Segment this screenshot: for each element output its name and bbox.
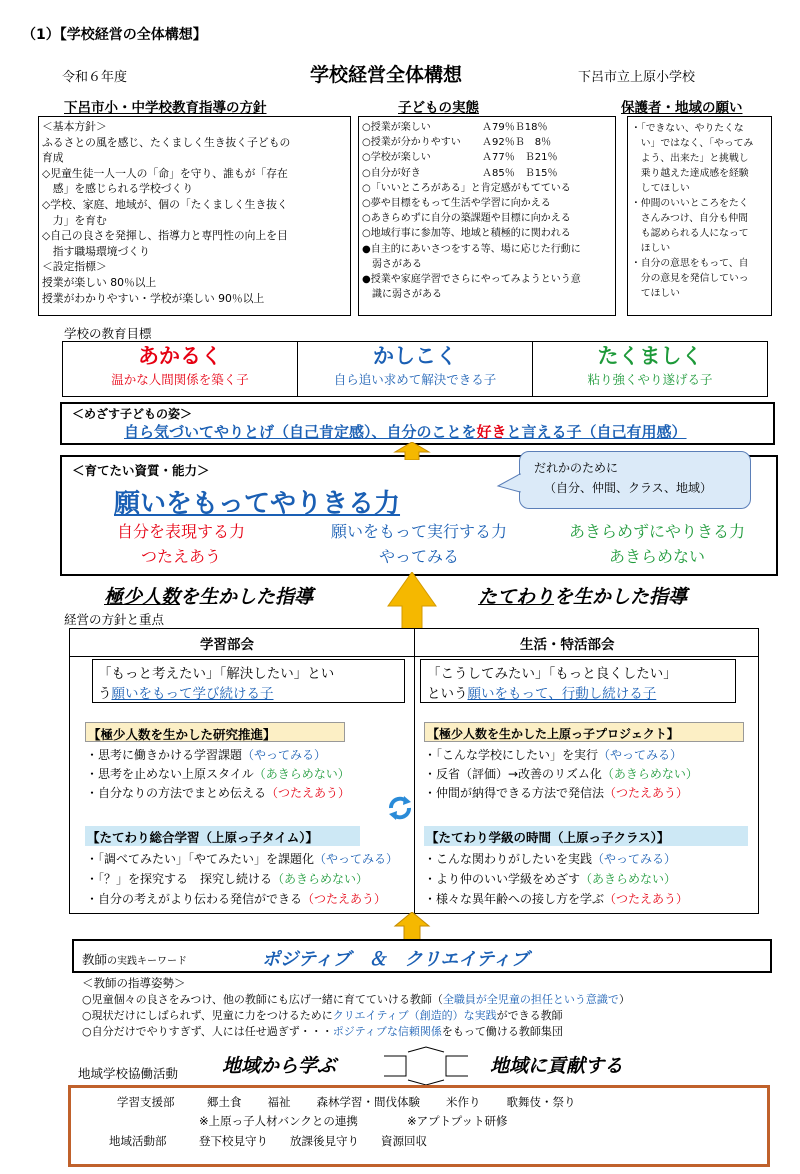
policy-line: ふるさとの風を感じ、たくましく生き抜く子どもの [42,135,291,149]
policy-line: 指す職場環境づくり [42,244,150,258]
mezasu-part1: 自ら気づいてやりとげ（自己肯定感）、自分のことを [124,423,477,441]
speech-bubble [519,451,751,509]
children-line: ○地域行事に参加等、地域と積極的に関われる [362,228,571,240]
parents-line: も認められる人になって [631,228,749,239]
item-text: ・思考に働きかける学習課題 [86,748,243,762]
item-text: ・自分なりの方法でまとめ伝える [86,786,267,800]
chiiki-left: 地域から学ぶ [222,1055,337,1077]
activity-item: 米作り [446,1095,481,1109]
stat-label: ○学校が楽しい [362,152,431,164]
teacher-line2a: ○現状だけにしばられず、児童に力をつけるために [82,1009,333,1022]
gakushu-phrase2 [98,682,274,702]
seikatsu-phrase2 [427,682,656,702]
year-label: 令和６年度 [62,70,128,85]
list-item [86,869,398,889]
shido-right-underlined: たてわり [478,586,555,608]
item-text: ・思考を止めない上原スタイル [86,767,254,781]
parents-line: よう、出来た」と挑戦し [631,153,749,164]
teacher-line3c: をもって働ける教師集団 [441,1025,563,1038]
gakushu-phrase2a: う [98,686,112,702]
mezasu-label: ＜めざす子どもの姿＞ [72,407,193,421]
item-tag: （つたえあう） [302,892,387,906]
row3-items [199,1133,449,1149]
teacher-line1a: ○児童個々の良さをみつけ、他の教師にも広げ一緒に育てていける教師（ [82,993,443,1006]
gakushu-phrase1: 「もっと考えたい」「解決したい」とい [98,666,335,682]
up-arrow-icon [386,572,438,632]
seikatsu-sec1-list [424,746,698,803]
mezasu-part3: と言える子（自己有用感） [506,423,687,441]
school-name: 下呂市立上原小学校 [578,70,696,85]
item-text: ・「こんな学校にしたい」を実行 [424,748,599,762]
sodate-label: ＜育てたい資質・能力＞ [72,463,210,478]
policy-line: 授業がわかりやすい・学校が楽しい 90％以上 [42,291,265,305]
goals-label: 学校の教育目標 [64,326,152,341]
children-line: ○夢や目標をもって生活や学習に向かえる [362,198,551,210]
parents-panel [627,116,772,316]
up-arrow-icon [393,912,431,942]
teacher-line3a: ○自分だけでやりすぎず、人には任せ過ぎず・・・ [82,1025,333,1038]
row2b: ※アプトプット研修 [407,1114,508,1128]
column-divider [414,628,415,914]
item-tag: （あきらめない） [272,872,369,886]
teacher-line3b: ポジティブな信頼関係 [332,1025,442,1038]
item-text: ・仲間が納得できる方法で発信法 [424,786,605,800]
seikatsu-sec2-text: 【たてわり学級の時間（上原っ子クラス）】 [426,830,670,845]
children-line: ○「いいところがある」と肯定感がもてている [362,182,571,194]
children-panel [358,116,616,316]
teacher-keyword-box [72,939,772,973]
seikatsu-phrase2a: という [427,686,468,702]
gakushu-phrase-box [92,659,405,703]
stat-value: Ａ79％Ｂ18％ [482,122,548,133]
item-text: ・「調べてみたい」「やてみたい」を課題化 [86,852,315,866]
parents-line: ・仲間のいいところをたく [631,198,749,209]
children-line: ○あきらめずに自分の築課題や目標に向かえる [362,213,571,225]
sodate-col-main: あきらめずにやりきる力 [568,522,745,541]
parents-line: してほしい [631,183,690,194]
page-title: 学校経営全体構想 [310,64,463,86]
item-tag: （やってみる） [242,748,327,762]
seikatsu-phrase1: 「こうしてみたい」「もっと良くしたい」 [427,666,677,682]
sodate-col-main: 願いをもって実行する力 [330,522,507,541]
sodate-columns [62,519,776,569]
activity-item: 登下校見守り [199,1134,268,1148]
sodate-col [62,519,300,569]
activity-item: 森林学習・間伐体験 [316,1095,420,1109]
list-item [424,784,698,803]
sodate-col [538,519,776,569]
shido-left-rest: を生かした指導 [180,586,314,608]
teacher-line1b: 全職員が全児童の担任という意識で [442,993,619,1006]
stat-row [362,150,612,165]
keiei-label: 経営の方針と重点 [64,612,165,627]
item-text: ・こんな関わりがしたいを実践 [424,852,593,866]
policy-line: 力」を育む [42,213,107,227]
goal-sub: 温かな人間関係を築く子 [111,372,249,387]
policy-lines [39,117,350,308]
stat-label: ○授業が分かりやすい [362,137,461,149]
goal-main: かしこく [373,344,457,368]
gakushu-sec2-header [85,826,360,846]
policy-line: ◇自己の良さを発揮し、指導力と専門性の向上を目 [42,229,288,243]
row1-items [207,1094,602,1110]
item-text: ・様々な異年齢への接し方を学ぶ [424,892,605,906]
stat-value: Ａ85％ Ｂ15％ [482,167,558,179]
parents-line: ・自分の意思をもって、自 [631,258,749,269]
item-text: ・反省（評価）→改善のリズム化 [424,767,602,781]
goal-cell [63,342,298,396]
mezasu-panel [60,402,775,445]
cycle-icon [386,794,414,822]
seikatsu-sec1-header [424,722,744,742]
stat-value: Ａ77％ Ｂ21％ [482,152,558,164]
parents-line: てほしい [631,288,680,299]
goal-cell [298,342,533,396]
gakushu-sec2-text: 【たてわり総合学習（上原っ子タイム）】 [87,830,319,845]
item-tag: （あきらめない） [253,767,350,781]
policy-line: 育成 [42,151,64,165]
sodate-col-main: 自分を表現する力 [116,522,245,541]
item-tag: （やってみる） [314,852,399,866]
item-tag: （やってみる） [592,852,677,866]
policy-line: ＜基本方針＞ [42,120,107,133]
item-tag: （あきらめない） [580,872,677,886]
gakushu-sec2-list [86,849,398,909]
teacher-line2 [82,1007,563,1023]
activity-item: 歌舞伎・祭り [506,1095,576,1109]
parents-line: ほしい [631,243,671,254]
children-line: ●授業や家庭学習でさらにやってみようという意 [362,274,581,286]
parents-line: さんみつけ、自分も仲間 [631,213,748,224]
sodate-col-sub: あきらめない [608,547,705,566]
sodate-col-sub: やってみる [378,547,459,566]
goal-cell [533,342,767,396]
list-item [424,889,688,909]
teacher-line2b: クリエイティブ（創造的）な実践 [332,1009,497,1022]
parents-line: ・「できない、やりたくな [631,123,744,134]
children-line: 識に弱さがある [362,289,442,301]
list-item [86,765,350,784]
goal-sub: 粘り強くやり遂げる子 [587,372,713,387]
stat-row [362,135,612,150]
item-text: ・より仲のいい学級をめざす [424,872,581,886]
gakushu-sec1-list [86,746,350,803]
teacher-line3 [82,1023,563,1039]
shido-right-rest: を生かした指導 [554,586,688,608]
list-item [424,849,688,869]
parents-title: 保護者・地域の願い [621,100,743,116]
sodate-col-sub: つたえあう [140,547,221,566]
list-item [86,784,350,803]
policy-line: ◇学校、家庭、地域が、個の「たくましく生き抜く [42,197,288,211]
activity-item: 資源回収 [381,1134,427,1148]
teacher-label-a: 教師 [82,952,108,967]
row2a: ※上原っ子人材バンクとの連携 [199,1114,358,1128]
parents-line: 分の意見を発信していっ [631,273,749,284]
gakushu-sec1-header [85,722,345,742]
bubble-line1: だれかのために [534,461,619,475]
seikatsu-sec1-text: 【極少人数を生かした上原っ子プロジェクト】 [427,727,679,741]
teacher-label-b: の実践キーワード [107,956,188,967]
chiiki-panel [68,1085,770,1167]
goal-main: あかるく [138,344,222,368]
seikatsu-sec2-list [424,849,688,909]
item-tag: （つたえあう） [604,786,689,800]
gakushu-title: 学習部会 [200,637,254,653]
item-tag: （やってみる） [598,748,683,762]
policy-line: 感」を感じられる学校づくり [42,182,194,196]
policy-panel [38,116,351,316]
teacher-line1 [82,991,630,1007]
stat-label: ○授業が楽しい [362,122,431,133]
goal-sub: 自ら追い求めて解決できる子 [333,372,497,387]
list-item [86,849,398,869]
stat-row [362,166,612,181]
section-heading: （1）【学校経営の全体構想】 [22,27,207,43]
policy-title: 下呂市小・中学校教育指導の方針 [64,100,267,116]
sodate-col [300,519,538,569]
bubble-tail [496,472,524,496]
row1-label: 学習支援部 [117,1095,175,1109]
children-title: 子どもの実態 [398,100,479,116]
seikatsu-sec2-header [424,826,748,846]
chiiki-label: 地域学校協働活動 [78,1066,179,1081]
shido-left-underlined: 極少人数 [104,586,181,608]
shido-right [478,582,687,609]
teacher-label [82,950,187,968]
activity-item: 放課後見守り [290,1134,359,1148]
children-lines [359,117,615,305]
item-text: ・「？」を探究する 探究し続ける [86,872,273,886]
teacher-line2c: ができる教師 [496,1009,563,1022]
row3-label: 地域活動部 [109,1134,167,1148]
list-item [86,746,350,765]
list-item [424,869,688,889]
policy-line: ◇児童生徒一人一人の「命」を守り、誰もが「存在 [42,166,288,180]
item-tag: （つたえあう） [266,786,351,800]
up-arrow-icon [393,442,431,460]
header-divider [69,656,759,657]
teacher-stance: ＜教師の指導姿勢＞ [82,976,186,990]
goals-panel [62,341,768,397]
item-text: ・自分の考えがより伝わる発信ができる [86,892,303,906]
gakushu-phrase2b: 願いをもって学び続ける子 [111,686,274,702]
teacher-keyword: ポジティブ ＆ クリエイティブ [262,949,529,970]
item-tag: （あきらめない） [601,767,698,781]
seikatsu-title: 生活・特活部会 [520,637,615,653]
list-item [86,889,398,909]
bubble-line2: （自分、仲間、クラス、地域） [544,481,713,495]
shido-left [104,582,313,609]
seikatsu-phrase2b: 願いをもって、行動し続ける子 [467,686,657,702]
activity-item: 福祉 [267,1095,291,1109]
gakushu-sec1-text: 【極少人数を生かした研究推進】 [88,727,276,742]
mezasu-text [124,421,687,442]
item-tag: （つたえあう） [604,892,689,906]
policy-line: ＜設定指標＞ [42,260,107,274]
double-arrow-icon [378,1046,474,1086]
goal-main: たくましく [597,344,703,368]
sodate-main: 願いをもってやりきる力 [114,489,401,519]
parents-line: 乗り越えた達成感を経験 [631,168,749,179]
stat-value: Ａ92％Ｂ 8％ [482,137,552,149]
seikatsu-phrase-box [420,659,736,703]
parents-line: い」ではなく、「やってみ [631,138,754,149]
activity-item: 郷土食 [207,1095,242,1109]
list-item [424,765,698,784]
mezasu-part2: 好き [476,423,507,441]
stat-label: ○自分が好き [362,167,421,179]
chiiki-right: 地域に貢献する [490,1055,624,1077]
policy-line: 授業が楽しい 80％以上 [42,275,157,289]
children-line: 弱さがある [362,258,422,270]
teacher-line1c: ） [618,993,630,1006]
list-item [424,746,698,765]
stat-row [362,120,612,135]
parents-lines [628,117,771,305]
children-line: ●自主的にあいさつをする等、場に応じた行動に [362,243,581,255]
